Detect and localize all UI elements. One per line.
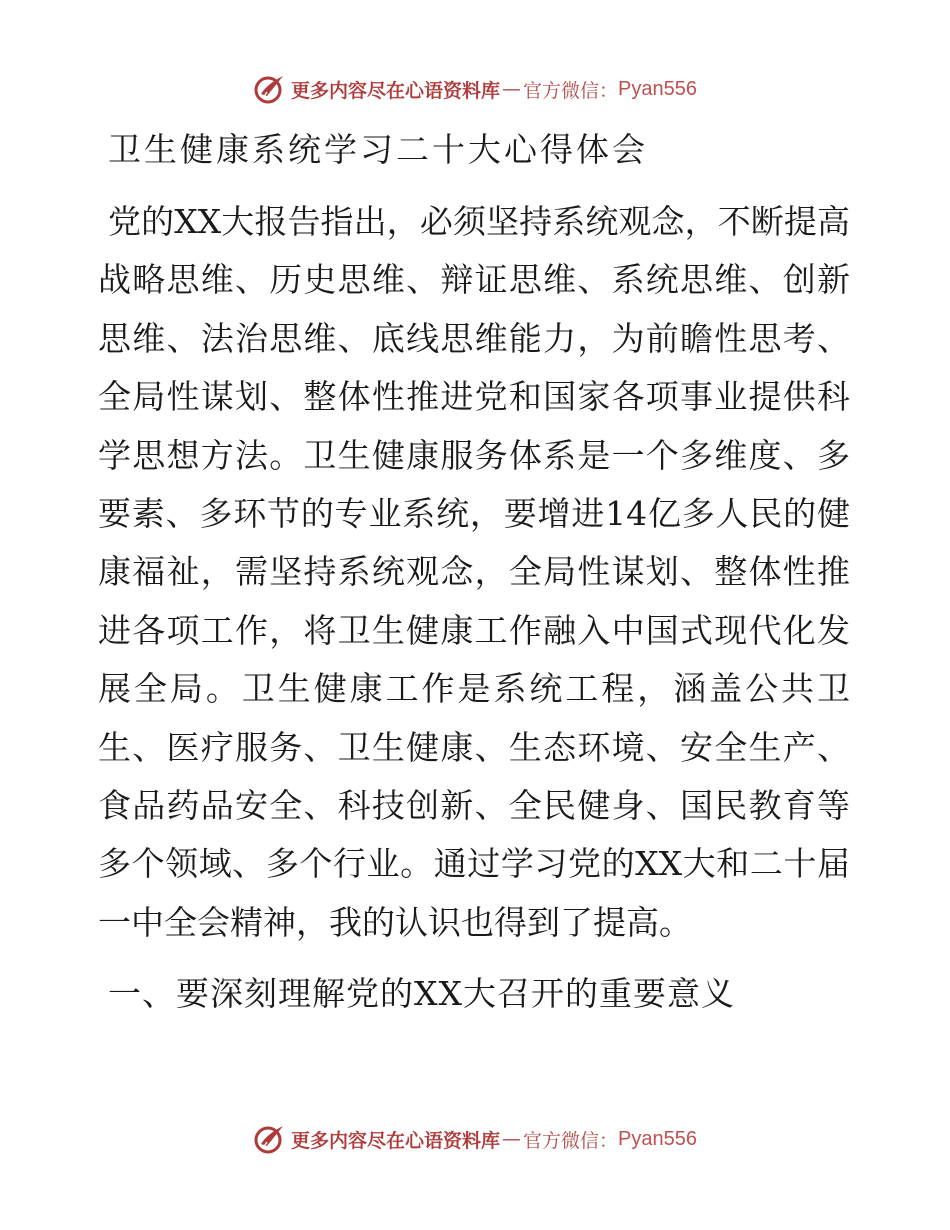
watermark-brand: 更多内容尽在心语资料库 bbox=[291, 79, 501, 102]
watermark-id: Pyan556 bbox=[618, 77, 697, 100]
watermark-separator: — bbox=[502, 1128, 522, 1150]
watermark-official: 官方微信： bbox=[523, 1129, 619, 1152]
header-watermark bbox=[0, 72, 950, 106]
watermark-official: 官方微信： bbox=[523, 79, 619, 102]
footer-watermark bbox=[0, 1122, 950, 1156]
document-paragraph: 党的XX大报告指出，必须坚持系统观念，不断提高战略思维、历史思维、辩证思维、系统思维、创新思维、法治思维、底线思维能力，为前瞻性思考、全局性谋划、整体性推进党和国家各项事业提供科学思想方法。卫生健康服务体系是一个多维度、多要素、多环节的专业系统，要增进14亿多人民的健康福祉，需坚持系统观念，全局性谋划、整体性推进各项工作，将卫生健康工作融入中国式现代化发展全局。卫生健康工作是系统工程，涵盖公共卫生、医疗服务、卫生健康、生态环境、安全生产、食品药品安全、科技创新、全民健身、国民教育等多个领域、多个行业。通过学习党的XX大和二十届一中全会精神，我的认识也得到了提高。 bbox=[98, 202, 850, 942]
quill-logo-icon bbox=[253, 1122, 287, 1156]
document-title: 卫生健康系统学习二十大心得体会 bbox=[108, 130, 648, 169]
watermark-id: Pyan556 bbox=[618, 1127, 697, 1150]
quill-logo-icon bbox=[253, 72, 287, 106]
watermark-separator: — bbox=[502, 78, 522, 100]
section-heading: 一、要深刻理解党的XX大召开的重要意义 bbox=[108, 974, 735, 1013]
watermark-brand: 更多内容尽在心语资料库 bbox=[291, 1129, 501, 1152]
